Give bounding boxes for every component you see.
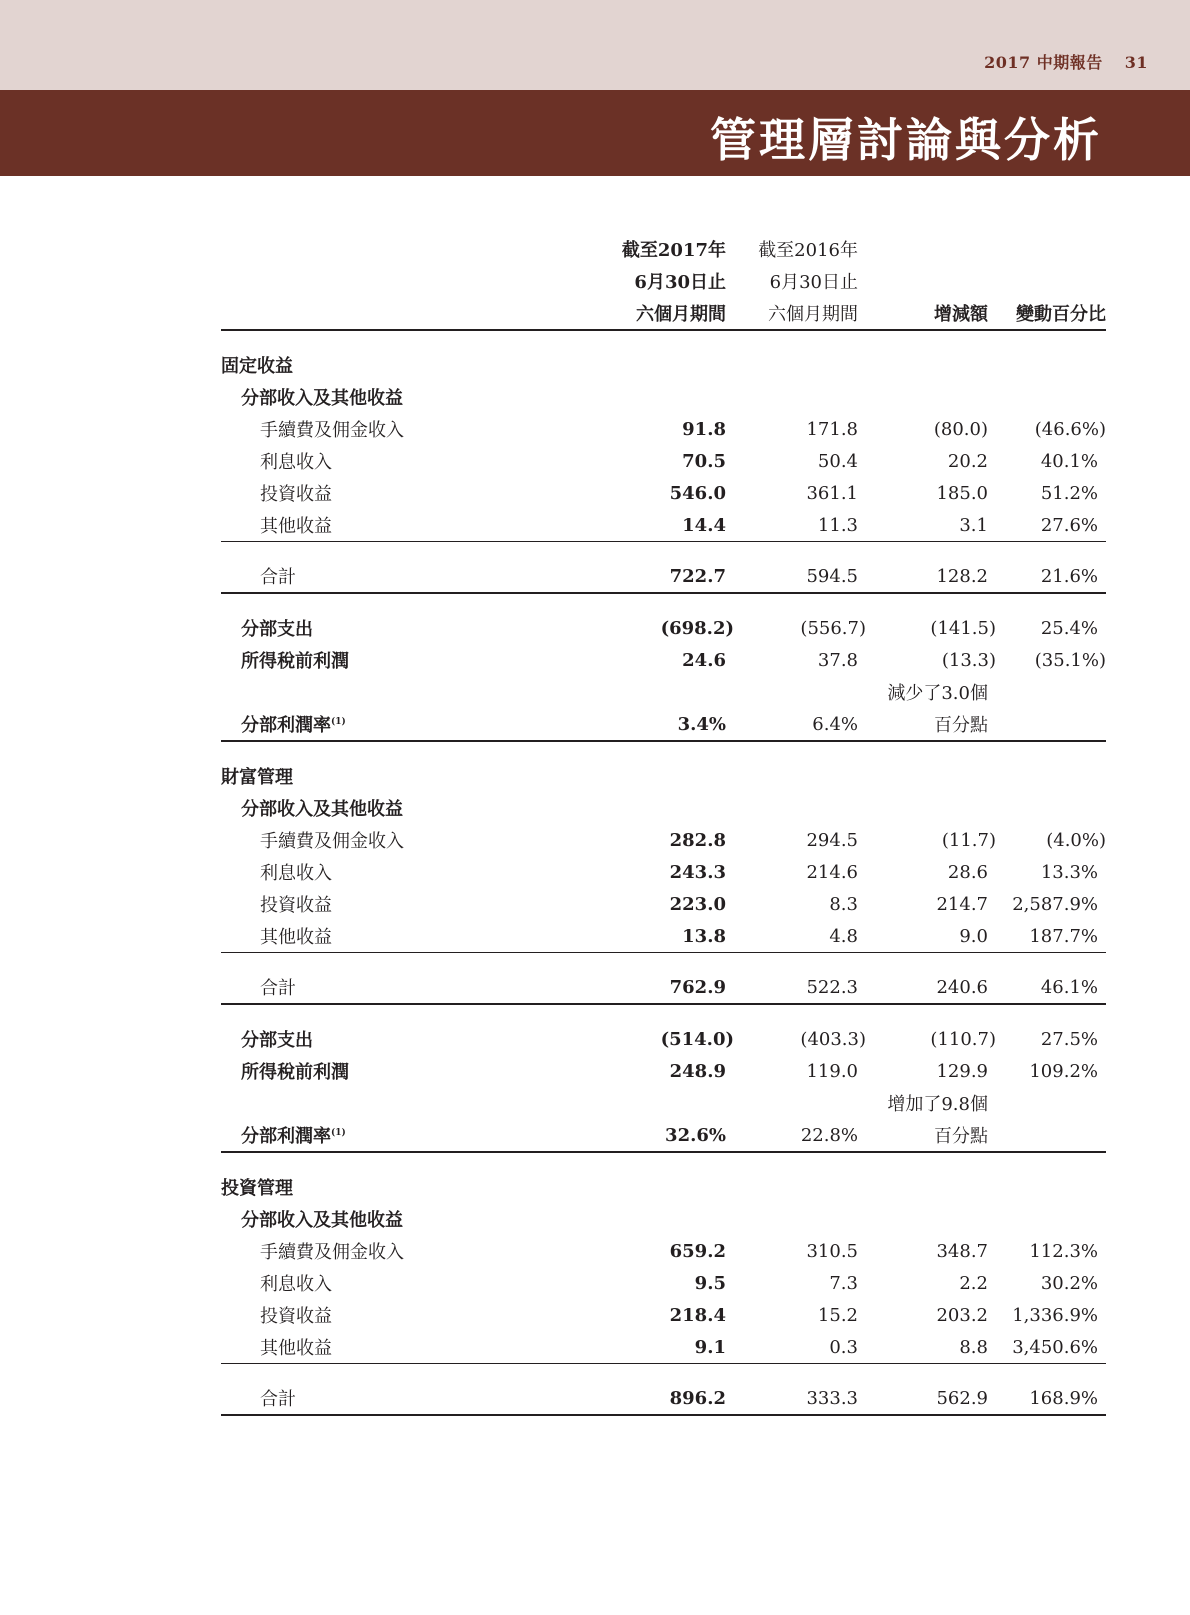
title-band	[0, 90, 1190, 176]
running-header	[984, 50, 1148, 73]
table-row: 利息收入 9.5 7.3 2.2 30.2%	[260, 1272, 1098, 1295]
margin-note-row: 增加了9.8個	[887, 1094, 988, 1115]
total-row: 合計 896.2 333.3 562.9 168.9%	[221, 1382, 1106, 1415]
section-heading: 財富管理	[221, 767, 293, 788]
table-row: 其他收益 13.8 4.8 9.0 187.7%	[221, 920, 1106, 953]
col-prior-line3: 六個月期間	[734, 297, 866, 330]
segment-table	[221, 233, 1106, 1416]
page-number: 31	[1124, 53, 1148, 72]
section-heading: 投資管理	[221, 1178, 293, 1199]
pretax-row: 所得稅前利潤 248.9 119.0 129.9 109.2%	[241, 1060, 1098, 1083]
table-row: 投資收益 218.4 15.2 203.2 1,336.9%	[260, 1304, 1098, 1327]
col-pct: 變動百分比	[996, 297, 1106, 330]
table-row: 其他收益 9.1 0.3 8.8 3,450.6%	[221, 1331, 1106, 1364]
col-current-line3: 六個月期間	[607, 297, 734, 330]
expense-row: 分部支出 (698.2) (556.7) (141.5) 25.4%	[241, 617, 1098, 640]
header-row-1	[221, 233, 1106, 265]
total-row: 合計 722.7 594.5 128.2 21.6%	[221, 560, 1106, 593]
subheading-row: 分部收入及其他收益	[241, 388, 403, 409]
expense-row: 分部支出 (514.0) (403.3) (110.7) 27.5%	[241, 1028, 1098, 1051]
pretax-row: 所得稅前利潤 24.6 37.8 (13.3) (35.1%)	[241, 649, 1106, 672]
table-row: 投資收益 223.0 8.3 214.7 2,587.9%	[260, 893, 1098, 916]
table-row: 手續費及佣金收入 659.2 310.5 348.7 112.3%	[260, 1240, 1098, 1263]
total-row: 合計 762.9 522.3 240.6 46.1%	[221, 971, 1106, 1004]
top-band	[0, 0, 1190, 90]
margin-note-row: 減少了3.0個	[887, 683, 988, 704]
table-row: 投資收益 546.0 361.1 185.0 51.2%	[260, 482, 1098, 505]
subheading-row: 分部收入及其他收益	[241, 799, 403, 820]
table-row: 其他收益 14.4 11.3 3.1 27.6%	[221, 509, 1106, 542]
col-current-line1: 截至2017年	[621, 240, 726, 261]
report-name: 2017 中期報告	[984, 53, 1103, 72]
table-row: 手續費及佣金收入 91.8 171.8 (80.0) (46.6%)	[260, 418, 1106, 441]
table-row: 利息收入 243.3 214.6 28.6 13.3%	[260, 861, 1098, 884]
header-row-3	[221, 297, 1106, 330]
margin-row: 分部利潤率$^{(1)}$ 3.4% 6.4% 百分點	[221, 708, 1106, 741]
table-row: 利息收入 70.5 50.4 20.2 40.1%	[260, 450, 1098, 473]
table-row: 手續費及佣金收入 282.8 294.5 (11.7) (4.0%)	[260, 829, 1106, 852]
col-prior-line1: 截至2016年	[758, 240, 858, 261]
col-current-line2: 6月30日止	[634, 272, 726, 293]
subheading-row: 分部收入及其他收益	[241, 1210, 403, 1231]
header-row-2	[221, 265, 1106, 297]
col-change: 增減額	[866, 297, 996, 330]
page-title: 管理層討論與分析	[710, 113, 1102, 167]
section-heading: 固定收益	[221, 356, 293, 377]
margin-row: 分部利潤率$^{(1)}$ 32.6% 22.8% 百分點	[221, 1119, 1106, 1152]
col-prior-line2: 6月30日止	[769, 272, 858, 293]
